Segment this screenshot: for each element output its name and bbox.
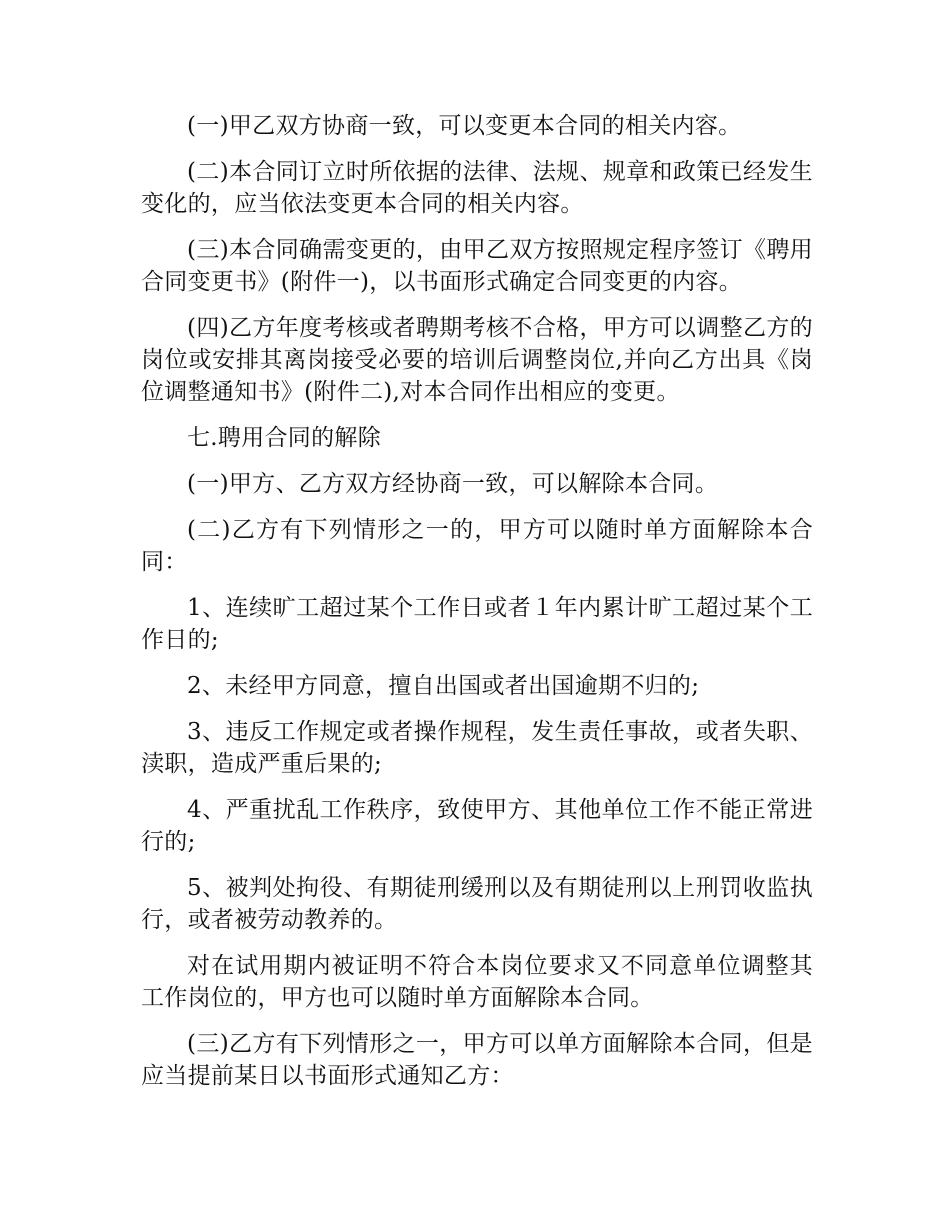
list-item: 1、连续旷工超过某个工作日或者１年内累计旷工超过某个工作日的; [141, 595, 813, 653]
document-body [141, 110, 813, 1106]
list-item: 5、被判处拘役、有期徒刑缓刑以及有期徒刑以上刑罚收监执行，或者被劳动教养的。 [141, 875, 813, 933]
list-item: 2、未经甲方同意，擅自出国或者出国逾期不归的; [187, 673, 700, 699]
list-item: 3、违反工作规定或者操作规程，发生责任事故，或者失职、渎职，造成严重后果的; [141, 719, 813, 777]
clause-paragraph: 对在试用期内被证明不符合本岗位要求又不同意单位调整其工作岗位的，甲方也可以随时单方面解除本合同。 [141, 953, 813, 1011]
clause-paragraph: (一)甲方、乙方双方经协商一致，可以解除本合同。 [187, 471, 719, 497]
clause-paragraph: (三)乙方有下列情形之一，甲方可以单方面解除本合同，但是应当提前某日以书面形式通知乙方： [141, 1031, 813, 1089]
clause-paragraph: (二)乙方有下列情形之一的，甲方可以随时单方面解除本合同： [141, 517, 813, 575]
list-item: 4、严重扰乱工作秩序，致使甲方、其他单位工作不能正常进行的; [141, 797, 813, 855]
clause-paragraph: (四)乙方年度考核或者聘期考核不合格，甲方可以调整乙方的岗位或安排其离岗接受必要的培训后调整岗位,并向乙方出具《岗位调整通知书》(附件二),对本合同作出相应的变更。 [141, 315, 813, 405]
clause-paragraph: (二)本合同订立时所依据的法律、法规、规章和政策已经发生变化的，应当依法变更本合同的相关内容。 [141, 159, 813, 217]
clause-paragraph: (三)本合同确需变更的，由甲乙双方按照规定程序签订《聘用合同变更书》(附件一)，以书面形式确定合同变更的内容。 [141, 237, 813, 295]
section-heading: 七.聘用合同的解除 [187, 425, 382, 451]
clause-paragraph: (一)甲乙双方协商一致，可以变更本合同的相关内容。 [187, 113, 742, 139]
